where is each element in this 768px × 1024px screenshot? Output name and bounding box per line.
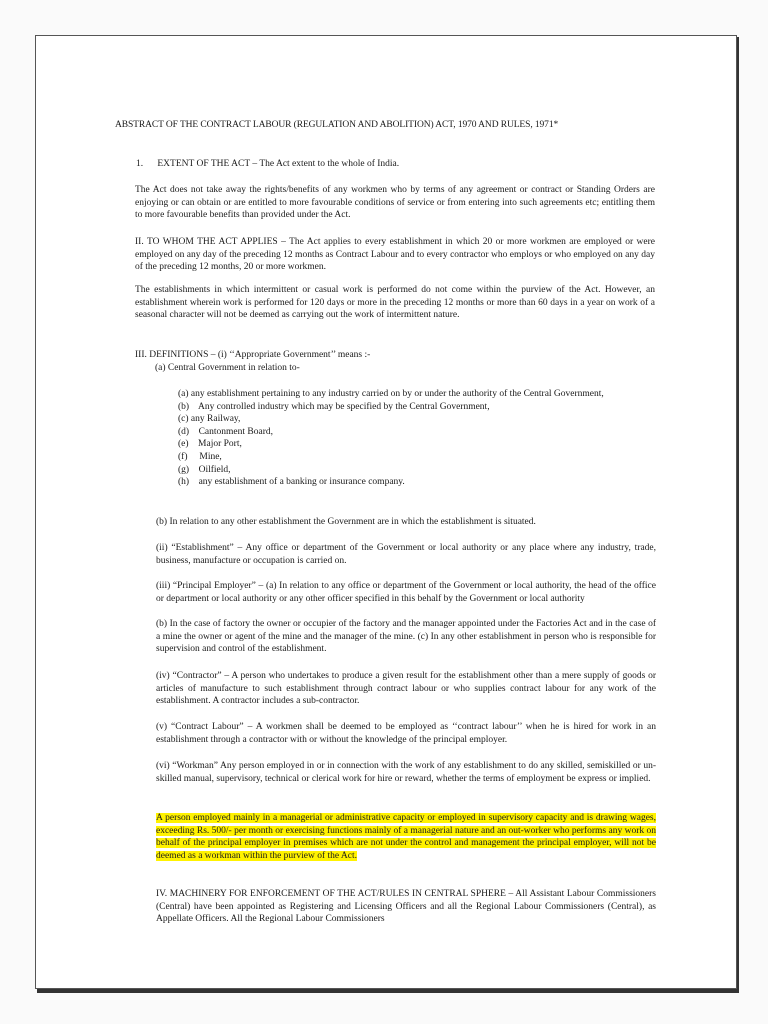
definition-workman: (vi) “Workman” Any person employed in or in connection with the work of any establishment to do any skilled, semiskilled or un-skilled manual, supervisory, technical or clerical work for hire or reward, whether the terms of employment be express or implied. (156, 761, 656, 784)
section-definitions-heading: III. DEFINITIONS – (i) ‘‘Appropriate Government’’ means :- (135, 350, 371, 360)
definitions-list-item: (b) Any controlled industry which may be specified by the Central Government, (178, 401, 490, 412)
section-machinery: IV. MACHINERY FOR ENFORCEMENT OF THE ACT/RULES IN CENTRAL SPHERE – All Assistant Labour Commissioners (Central) have been appointed as Registering and Licensing Officers and all the Regional Labour Commissioners (Central), as Appellate Officers. All the Regional Labour Commissioners (156, 889, 656, 925)
definition-contractor: (iv) “Contractor” – A person who undertakes to produce a given result for the establishment other than a mere supply of goods or articles of manufacture to such establishment through contract labour or who supplies contract labour for any work of the establishment. A contractor includes a sub-contractor. (156, 671, 656, 707)
definition-contract-labour: (v) “Contract Labour” – A workmen shall be deemed to be employed as ‘‘contract labour’’ when he is hired for work in an establishment through a contractor with or without the knowledge of the principal employer. (156, 722, 656, 745)
document-title: ABSTRACT OF THE CONTRACT LABOUR (REGULATION AND ABOLITION) ACT, 1970 AND RULES, 1971* (115, 120, 559, 130)
definition-principal-employer-b: (b) In the case of factory the owner or occupier of the factory and the manager appointed under the Factories Act and in the case of a mine the owner or agent of the mine and the manager of the mine. (c) In any other establishment in person who is responsible for supervision and control of the establishment. (156, 619, 656, 655)
section-applies: II. TO WHOM THE ACT APPLIES – The Act applies to every establishment in which 20 or more workmen are employed or were employed on any day of the preceding 12 months as Contract Labour and to every contractor who employs or who employed on any day of the preceding 12 months, 20 or more workmen. (135, 237, 655, 273)
definitions-list-item: (g) Oilfield, (178, 464, 231, 475)
paragraph-rights: The Act does not take away the rights/benefits of any workmen who by terms of any agreement or contract or Standing Orders are enjoying or can obtain or are entitled to more favourable conditions of service or from entering into such agreements etc; entitling them to more favourable benefits than provided under the Act. (135, 185, 655, 221)
definitions-list-item: (a) any establishment pertaining to any industry carried on by or under the authority of the Central Government, (178, 389, 604, 399)
page-shadow-bottom (37, 989, 739, 993)
definitions-list-item: (d) Cantonment Board, (178, 426, 273, 437)
definition-establishment: (ii) “Establishment” – Any office or department of the Government or local authority or any place where any industry, trade, business, manufacture or occupation is carried on. (156, 543, 656, 566)
definitions-b: (b) In relation to any other establishment the Government are in which the establishment is situated. (156, 517, 536, 527)
paragraph-intermittent: The establishments in which intermittent or casual work is performed do not come within the purview of the Act. However, an establishment wherein work is performed for 120 days or more in the preceding 12 months or more than 60 days in a year on work of a seasonal character will not be deemed as carrying out the work of intermittent nature. (135, 285, 655, 321)
section-extent: 1. EXTENT OF THE ACT – The Act extent to the whole of India. (136, 159, 400, 169)
definitions-list-item: (e) Major Port, (178, 439, 242, 450)
definitions-a: (a) Central Government in relation to- (155, 363, 300, 373)
definitions-list-item: (h) any establishment of a banking or insurance company. (178, 477, 405, 488)
definition-principal-employer: (iii) “Principal Employer” – (a) In relation to any office or department of the Government or local authority, the head of the office or department or local authority or any other officer specified in this behalf by the Government or local authority (156, 581, 656, 604)
definitions-list-item: (f) Mine, (178, 451, 222, 462)
highlight-mark: A person employed mainly in a managerial or administrative capacity or employed in supervisory capacity and is drawing wages, exceeding Rs. 500/- per month or exercising functions mainly of a managerial nature and an out-worker who performs any work on behalf of the principal employer in premises which are not under the control and management the principal employer, will not be deemed as a workman within the purview of the Act. (156, 813, 656, 861)
highlighted-exclusion-paragraph (156, 812, 656, 862)
definitions-list-item: (c) any Railway, (178, 414, 241, 425)
definitions-list (178, 388, 658, 489)
page-shadow-right (737, 37, 739, 993)
